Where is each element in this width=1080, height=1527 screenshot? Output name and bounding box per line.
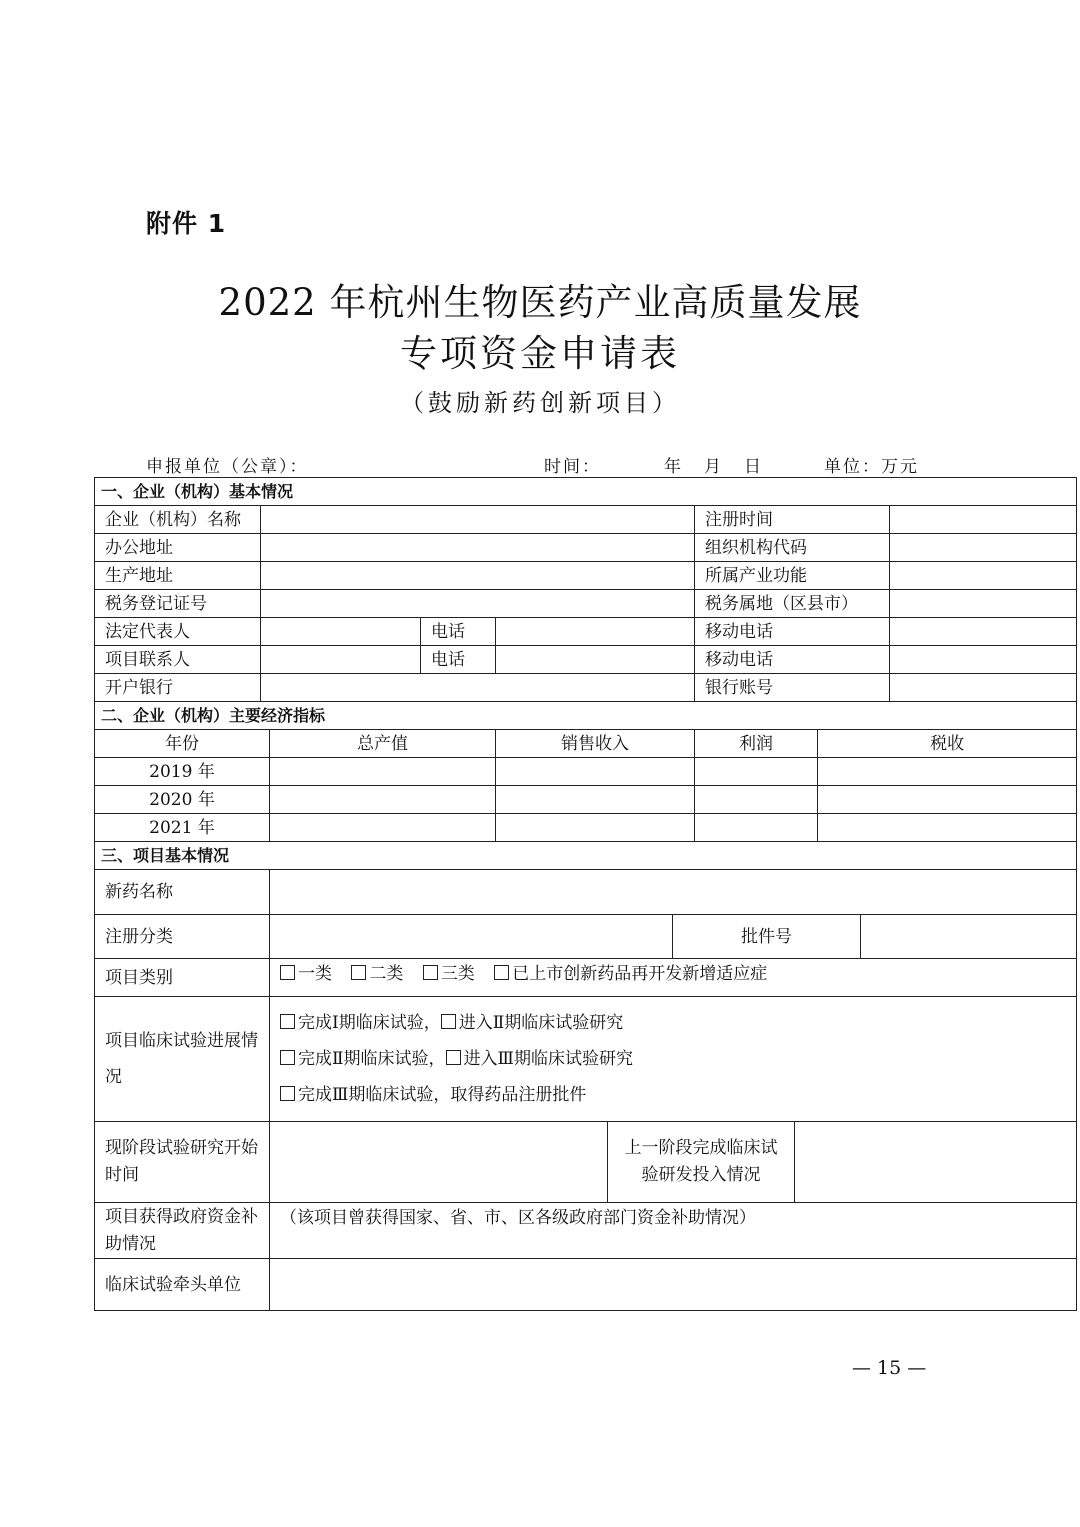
page-number: — 15 — [852, 1357, 927, 1379]
option-label: 二类 [369, 964, 404, 984]
section2-heading: 二、企业（机构）主要经济指标 [95, 702, 1077, 730]
label-industry-function: 所属产业功能 [695, 562, 890, 590]
option-label: 完成Ⅱ期临床试验， [298, 1049, 446, 1069]
day-label: 日 [744, 457, 763, 477]
checkbox[interactable] [423, 965, 438, 980]
total-output-field[interactable] [270, 786, 496, 814]
option-phase2-enter[interactable] [441, 1013, 624, 1033]
checkbox[interactable] [441, 1014, 456, 1029]
label-register-time: 注册时间 [695, 506, 890, 534]
label-account: 银行账号 [695, 674, 890, 702]
checkbox[interactable] [280, 1014, 295, 1029]
legal-rep-phone-field[interactable] [496, 618, 695, 646]
section3-heading: 三、项目基本情况 [95, 842, 1077, 870]
month-label: 月 [704, 457, 723, 477]
drug-name-field[interactable] [270, 870, 1077, 915]
label-gov-funding: 项目获得政府资金补助情况 [95, 1203, 270, 1259]
option-label: 完成Ⅲ期临床试验，取得药品注册批件 [298, 1085, 587, 1105]
year-cell: 2020 年 [95, 786, 270, 814]
org-name-field[interactable] [261, 506, 695, 534]
contact-field[interactable] [261, 646, 421, 674]
option-label: 一类 [298, 964, 332, 984]
option-phase1-complete[interactable] [280, 1013, 441, 1033]
label-production-address: 生产地址 [95, 562, 261, 590]
label-contact: 项目联系人 [95, 646, 261, 674]
option-phase2-complete[interactable] [280, 1049, 446, 1069]
table-row [95, 814, 1077, 842]
account-field[interactable] [890, 674, 1077, 702]
legal-rep-mobile-field[interactable] [890, 618, 1077, 646]
label-legal-rep-phone: 电话 [421, 618, 496, 646]
tax-field[interactable] [818, 786, 1077, 814]
checkbox[interactable] [351, 965, 366, 980]
label-org-name: 企业（机构）名称 [95, 506, 261, 534]
option-label: 三类 [440, 964, 475, 984]
option-phase3-complete[interactable] [280, 1085, 586, 1105]
time-label: 时间： [544, 457, 601, 477]
checkbox[interactable] [280, 1086, 295, 1101]
clinical-progress-options [270, 997, 1077, 1122]
page-subtitle: （鼓励新药创新项目） [400, 389, 680, 417]
year-cell: 2019 年 [95, 758, 270, 786]
tax-field[interactable] [818, 814, 1077, 842]
approval-no-field[interactable] [861, 915, 1077, 959]
label-tax-location: 税务属地（区县市） [695, 590, 890, 618]
checkbox[interactable] [494, 965, 509, 980]
label-clinical-progress: 项目临床试验进展情况 [95, 997, 270, 1122]
register-time-field[interactable] [890, 506, 1077, 534]
header-year: 年份 [95, 730, 270, 758]
header-total-output: 总产值 [270, 730, 496, 758]
label-project-type: 项目类别 [95, 959, 270, 997]
reg-category-field[interactable] [270, 915, 673, 959]
label-reg-category: 注册分类 [95, 915, 270, 959]
label-legal-rep: 法定代表人 [95, 618, 261, 646]
header-profit: 利润 [695, 730, 818, 758]
option-label: 进入Ⅲ期临床试验研究 [463, 1049, 633, 1069]
label-previous-investment: 上一阶段完成临床试验研发投入情况 [608, 1122, 795, 1203]
header-tax: 税收 [818, 730, 1077, 758]
table-row [95, 786, 1077, 814]
option-class3[interactable] [423, 963, 475, 985]
option-phase3-enter[interactable] [446, 1049, 633, 1069]
option-class1[interactable] [280, 963, 332, 985]
applicant-label: 申报单位（公章）： [146, 457, 309, 477]
bank-field[interactable] [261, 674, 695, 702]
tax-field[interactable] [818, 758, 1077, 786]
application-form-table [94, 477, 1077, 1311]
label-contact-mobile: 移动电话 [695, 646, 890, 674]
current-stage-start-field[interactable] [270, 1122, 608, 1203]
gov-funding-field[interactable]: （该项目曾获得国家、省、市、区各级政府部门资金补助情况） [270, 1203, 1077, 1259]
profit-field[interactable] [695, 786, 818, 814]
option-label: 已上市创新药品再开发新增适应症 [512, 964, 768, 984]
label-current-stage-start: 现阶段试验研究开始时间 [95, 1122, 270, 1203]
option-label: 完成Ⅰ期临床试验， [298, 1013, 441, 1033]
option-new-indication[interactable] [494, 963, 767, 985]
checkbox[interactable] [280, 965, 295, 980]
profit-field[interactable] [695, 814, 818, 842]
lead-unit-field[interactable] [270, 1259, 1077, 1311]
industry-function-field[interactable] [890, 562, 1077, 590]
option-label: 进入Ⅱ期临床试验研究 [458, 1013, 624, 1033]
label-tax-reg-no: 税务登记证号 [95, 590, 261, 618]
contact-mobile-field[interactable] [890, 646, 1077, 674]
label-approval-no: 批件号 [673, 915, 861, 959]
label-drug-name: 新药名称 [95, 870, 270, 915]
profit-field[interactable] [695, 758, 818, 786]
section1-heading: 一、企业（机构）基本情况 [95, 478, 1077, 506]
sales-field[interactable] [496, 786, 695, 814]
total-output-field[interactable] [270, 758, 496, 786]
option-class2[interactable] [351, 963, 403, 985]
page-title: 2022 年杭州生物医药产业高质量发展 [218, 281, 862, 324]
header-sales: 销售收入 [496, 730, 695, 758]
table-row [95, 758, 1077, 786]
page-title-line2: 专项资金申请表 [400, 332, 680, 375]
unit-label: 单位：万元 [824, 457, 919, 477]
previous-investment-field[interactable] [795, 1122, 1077, 1203]
label-org-code: 组织机构代码 [695, 534, 890, 562]
label-lead-unit: 临床试验牵头单位 [95, 1259, 270, 1311]
tax-location-field[interactable] [890, 590, 1077, 618]
label-legal-rep-mobile: 移动电话 [695, 618, 890, 646]
office-address-field[interactable] [261, 534, 695, 562]
label-office-address: 办公地址 [95, 534, 261, 562]
legal-rep-field[interactable] [261, 618, 421, 646]
label-bank: 开户银行 [95, 674, 261, 702]
total-output-field[interactable] [270, 814, 496, 842]
year-cell: 2021 年 [95, 814, 270, 842]
contact-phone-field[interactable] [496, 646, 695, 674]
org-code-field[interactable] [890, 534, 1077, 562]
checkbox[interactable] [280, 1050, 295, 1065]
year-label: 年 [664, 457, 683, 477]
checkbox[interactable] [446, 1050, 461, 1065]
sales-field[interactable] [496, 758, 695, 786]
tax-reg-no-field[interactable] [261, 590, 695, 618]
attachment-label: 附件 1 [146, 209, 227, 238]
project-type-options [270, 959, 1077, 997]
label-contact-phone: 电话 [421, 646, 496, 674]
production-address-field[interactable] [261, 562, 695, 590]
sales-field[interactable] [496, 814, 695, 842]
